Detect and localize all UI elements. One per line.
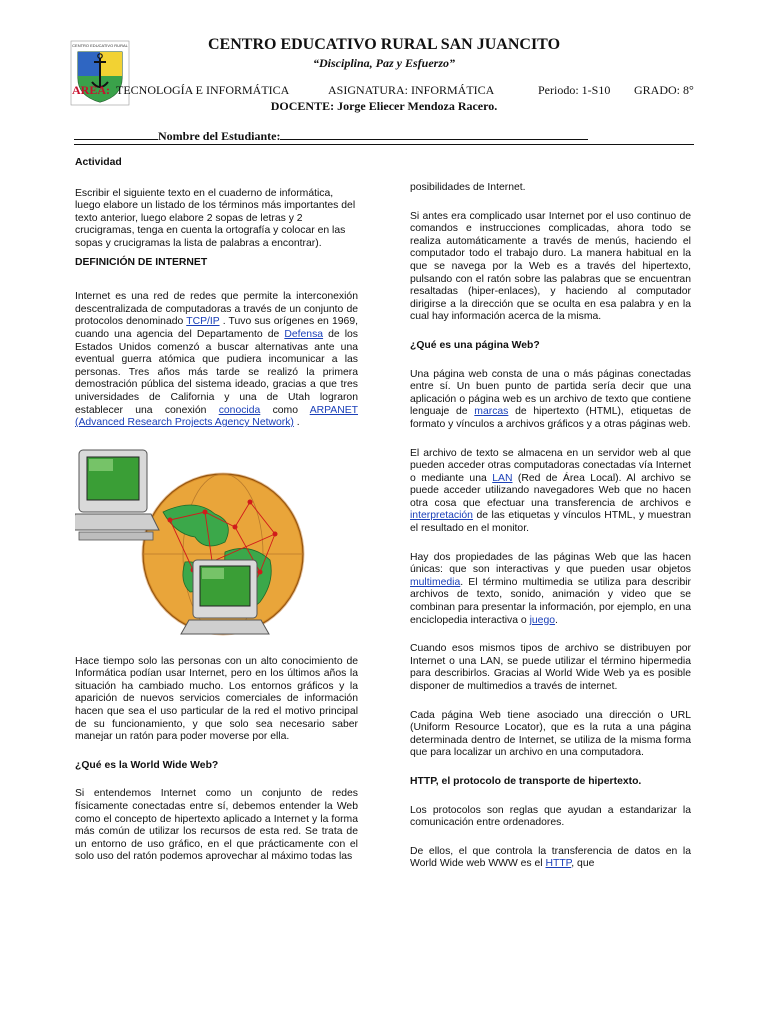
right-column [410, 182, 691, 871]
link-lan[interactable]: LAN [492, 472, 513, 484]
http-paragraph-1: Los protocolos son reglas que ayudan a estandarizar la comunicación entre ordenadores. [410, 804, 691, 829]
www-heading: ¿Qué es la World Wide Web? [75, 759, 219, 771]
grade-label: GRADO: 8° [634, 83, 694, 97]
student-name-label: Nombre del Estudiante: [158, 129, 281, 143]
link-marcas[interactable]: marcas [474, 406, 509, 418]
link-defensa[interactable]: Defensa [284, 328, 324, 340]
svg-text:CENTRO EDUCATIVO RURAL: CENTRO EDUCATIVO RURAL [72, 43, 128, 48]
header-divider [74, 144, 694, 145]
school-name: CENTRO EDUCATIVO RURAL SAN JUANCITO [207, 36, 561, 53]
definition-heading: DEFINICIÓN DE INTERNET [75, 256, 208, 268]
http-heading: HTTP, el protocolo de transporte de hipertexto. [410, 775, 642, 787]
navigation-paragraph: Si antes era complicado usar Internet por el uso continuo de comandos e instrucciones complicadas, ahora todo se realiza automáticamente a través de menús, haciendo el computador todo el trabajo duro. La manera habitual en la que se navega por la Web es a través del hipertexto, pulsando con el ratón sobre las palabras que se encuentran resaltadas (hiper-enlaces), y haciendo al computador dirigirse a la dirección que se oculta en esa palabra y en la cual hay información acerca de la misma. [410, 210, 691, 323]
student-name-blank[interactable] [280, 128, 588, 140]
link-conocida[interactable]: conocida [218, 404, 261, 416]
student-name-blank-left [74, 128, 158, 140]
area-value: TECNOLOGÍA E INFORMÁTICA [116, 83, 290, 97]
webpage-paragraph-3: Hay dos propiedades de las páginas Web que las hacen únicas: que son interactivas y que pueden usar objetos multimedia. El término multimedia se utiliza para describir archivos de texto, sonido, animación y video que se combinan para presentar la información, por ejemplo, en una enciclopedia interactiva o juego. [410, 551, 691, 626]
http-paragraph-2: De ellos, el que controla la transferencia de datos en la World Wide web WWW es el HTTP, que [410, 845, 691, 870]
period-label: Periodo: 1-S10 [538, 83, 611, 97]
webpage-paragraph-5: Cada página Web tiene asociado una dirección o URL (Uniform Resource Locator), que es la ruta a una página determinada dentro de Internet, se utiliza de la misma forma que para localizar un archivo en una computadora. [410, 709, 691, 759]
link-juego[interactable]: juego [529, 614, 556, 626]
webpage-heading: ¿Qué es una página Web? [410, 339, 540, 351]
www-paragraph: Si entendemos Internet como un conjunto de redes físicamente conectadas entre sí, debemos entender la Web como el concepto de hipertexto aplicado a Internet y la forma más común de utilizar los recursos de esta red. Se trata de un entorno de uso gráfico, en el que prácticamente con el solo uso del ratón podemos aprovechar al máximo todas las [75, 788, 358, 863]
subject-label: ASIGNATURA: INFORMÁTICA [328, 83, 495, 97]
school-motto: “Disciplina, Paz y Esfuerzo” [312, 56, 455, 70]
activity-text: Escribir el siguiente texto en el cuaderno de informática, luego elabore un listado de los términos más importantes del texto anterior, luego elabore 2 sopas de letras y 2 crucigramas, tenga en cuenta la ortografía y colocar en las sopas y crucigramas la lista de palabras a encontrar). [75, 187, 356, 249]
link-tcp-ip[interactable]: TCP/IP [186, 316, 220, 328]
history-paragraph: Hace tiempo solo las personas con un alto conocimiento de Informática podían usar Internet, pero en los últimos años la situación ha cambiado mucho. Los entornos gráficos y la aparición de nuevos servicios comerciales de información hacen que sea el uso particular de la red el motivo principal de su funcionamiento, y que solo sea necesario saber manejar un ratón para poder moverse por ella. [75, 655, 358, 743]
webpage-paragraph-2: El archivo de texto se almacena en un servidor web al que pueden acceder otras computadoras conectadas vía Internet o mediante una LAN (Red de Área Local). Al archivo se puede acceder utilizando navegadores Web que no hacen otra cosa que efectuar una transferencia de archivos e interpretación de las etiquetas y vínculos HTML, y muestran el resultado en el monitor. [410, 447, 691, 535]
continuation-paragraph: posibilidades de Internet. [410, 182, 526, 193]
link-multimedia[interactable]: multimedia [410, 576, 461, 588]
left-column [75, 157, 358, 864]
link-arpanet[interactable]: ARPANET (Advanced Research Projects Agency Network) [75, 404, 358, 429]
link-http[interactable]: HTTP [545, 858, 572, 870]
definition-paragraph: Internet es una red de redes que permite la interconexión descentralizada de computadoras a través de un conjunto de protocolos denominado TCP/IP . Tuvo sus orígenes en 1969, cuando una agencia del Departamento de Defensa de los Estados Unidos comenzó a buscar alternativas ante una eventual guerra atómica que pudiera incomunicar a las personas. Tres años más tarde se realizó la primera demostración pública del sistema ideado, gracias a que tres universidades de California y una de Utah lograron establecer una conexión conocida como ARPANET (Advanced Research Projects Agency Network) . [75, 291, 358, 429]
webpage-paragraph-4: Cuando esos mismos tipos de archivo se distribuyen por Internet o una LAN, se puede utilizar el término hipermedia para describirlos. Gracias al World Wide Web ya es posible disponer de multimedios a través de internet. [410, 643, 691, 692]
teacher-name: DOCENTE: Jorge Eliecer Mendoza Racero. [270, 99, 498, 113]
student-name-field[interactable] [74, 128, 694, 144]
link-interpretacion[interactable]: interpretación [410, 510, 473, 522]
internet-globe-computers-illustration [75, 442, 333, 642]
area-label: AREA: [72, 83, 110, 97]
activity-title: Actividad [75, 157, 122, 168]
webpage-paragraph-1: Una página web consta de una o más páginas conectadas entre sí. Un buen punto de partida sería decir que una aplicación o página web es un archivo de texto que contiene lenguaje de marcas de hipertexto (HTML), etiquetas de formato y vínculos a archivos gráficos y a otras páginas web. [410, 368, 691, 430]
